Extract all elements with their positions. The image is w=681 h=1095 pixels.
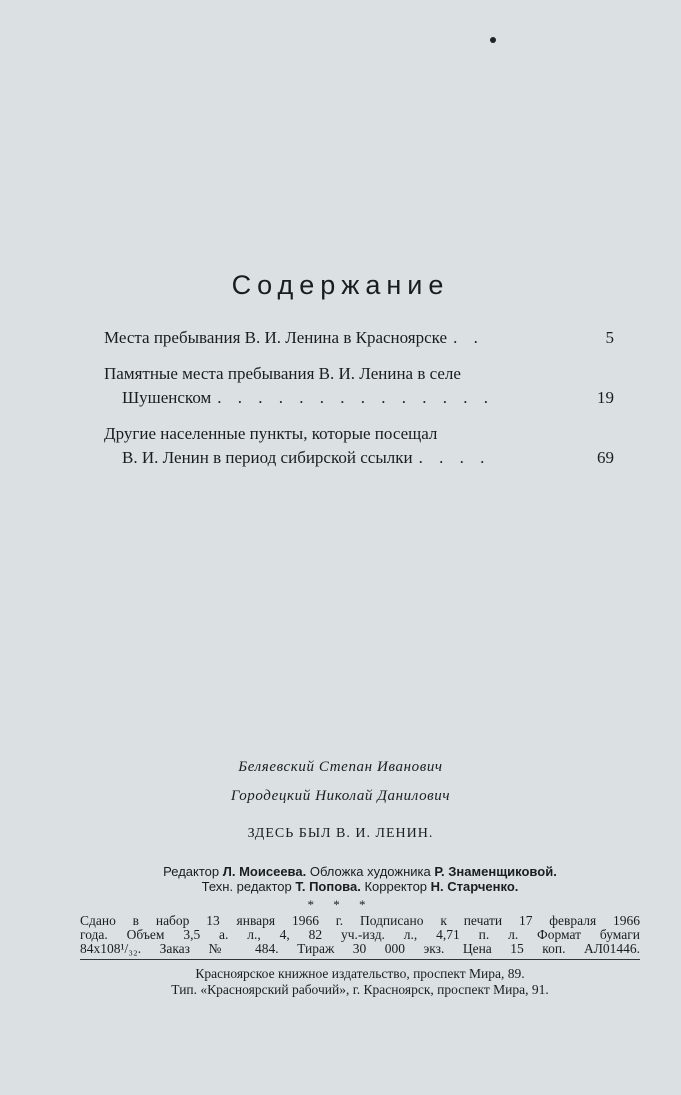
toc-leader-dots: . . — [453, 328, 484, 347]
toc-entry-title-cont: Шушенском — [122, 388, 212, 407]
toc-leader-dots: . . . . . . . . . . . . . . — [217, 388, 495, 407]
toc-entry-title: Места пребывания В. И. Ленина в Красноярске — [104, 328, 448, 347]
toc-entry[interactable] — [104, 422, 614, 470]
proofreader-name: Н. Старченко. — [430, 879, 519, 894]
book-title: ЗДЕСЬ БЫЛ В. И. ЛЕНИН. — [247, 826, 434, 841]
print-data-line: года. Объем 3,5 а. л., 4, 82 уч.-изд. л., 4,71 п. л. Формат бумаги — [80, 927, 640, 942]
credit-label: Обложка художника — [306, 864, 435, 879]
toc-entry[interactable] — [104, 326, 614, 350]
credits-line-2 — [80, 879, 640, 894]
toc-heading: Содержание — [231, 270, 450, 300]
toc-entry-title: Другие населенные пункты, которые посещал — [104, 424, 438, 443]
credit-label: Корректор — [360, 879, 431, 894]
tech-editor-name: Т. Попова. — [295, 879, 361, 894]
publisher-line-2: Тип. «Красноярский рабочий», г. Красноярск, проспект Мира, 91. — [171, 982, 549, 997]
toc-entry[interactable] — [104, 362, 614, 410]
credits-line-1 — [80, 864, 640, 879]
print-data-line: 84х108¹/₃₂. Заказ № 484. Тираж 30 000 экз. Цена 15 коп. АЛ01446. — [80, 941, 640, 956]
toc-entry-title: Памятные места пребывания В. И. Ленина в селе — [104, 364, 461, 383]
author-name-1: Беляевский Степан Иванович — [238, 759, 443, 775]
credit-label: Редактор — [163, 864, 223, 879]
credit-label: Техн. редактор — [201, 879, 296, 894]
toc-entry-title-cont: В. И. Ленин в период сибирской ссылки — [122, 448, 413, 467]
editor-name: Л. Моисеева. — [222, 864, 307, 879]
publisher-line-1: Красноярское книжное издательство, проспект Мира, 89. — [195, 966, 525, 981]
table-of-contents — [104, 326, 614, 482]
section-stars: * * * — [307, 897, 374, 912]
ink-speck — [490, 37, 496, 43]
divider-rule — [80, 959, 640, 960]
toc-page-number: 69 — [597, 448, 614, 467]
print-data-line: Сдано в набор 13 января 1966 г. Подписано к печати 17 февраля 1966 — [80, 913, 640, 928]
toc-page-number: 5 — [605, 328, 614, 347]
print-data — [80, 914, 640, 956]
toc-leader-dots: . . . . — [418, 448, 491, 467]
toc-page-number: 19 — [597, 388, 614, 407]
author-name-2: Городецкий Николай Данилович — [230, 788, 451, 804]
cover-artist-name: Р. Знаменщиковой. — [434, 864, 557, 879]
